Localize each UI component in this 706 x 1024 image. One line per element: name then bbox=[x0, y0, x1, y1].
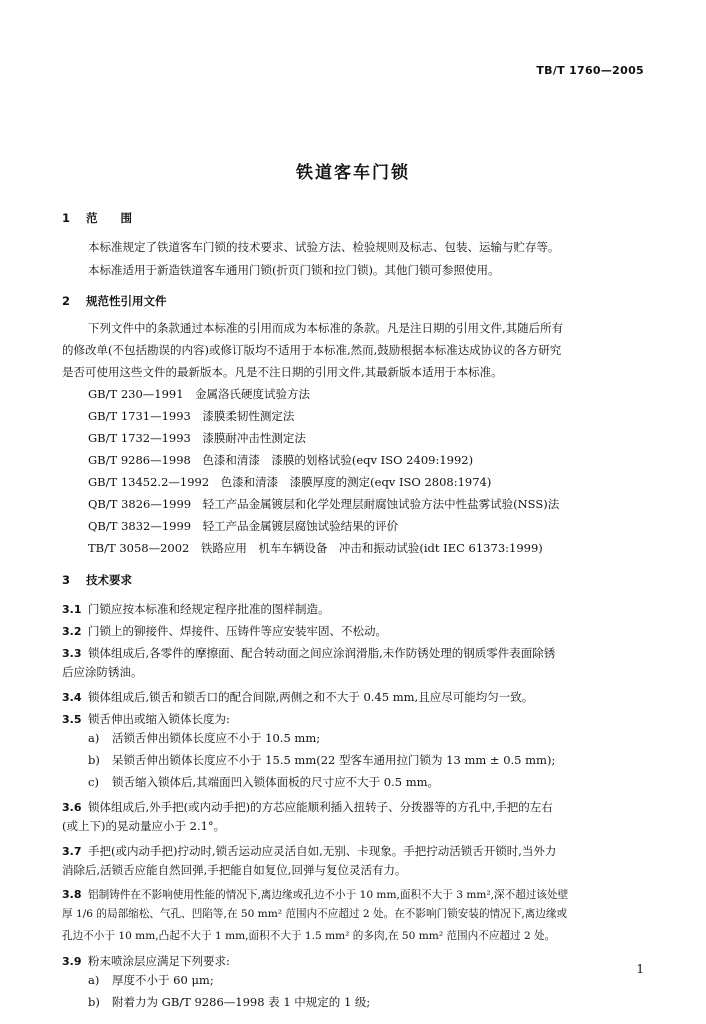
clause-text-continued: 消除后,活锁舌应能自然回弹,手把能自如复位,回弹与复位灵活有力。 bbox=[62, 863, 407, 877]
reference-item: GB/T 230—1991 金属洛氏硬度试验方法 bbox=[88, 387, 311, 401]
list-item bbox=[88, 972, 214, 988]
clause-3-9 bbox=[62, 950, 652, 973]
clause-3-8 bbox=[62, 884, 652, 906]
clause-text-continued: 厚 1/6 的局部缩松、气孔、凹陷等,在 50 mm² 范围内不应超过 2 处。在不影响门锁安装的情况下,离边缘或 bbox=[62, 908, 568, 920]
section-number: 3 bbox=[62, 573, 71, 587]
list-item bbox=[88, 752, 555, 768]
item-text: 附着力为 GB/T 9286—1998 表 1 中规定的 1 级; bbox=[112, 995, 371, 1009]
clause-text-continued: (或上下)的晃动量应小于 2.1°。 bbox=[62, 819, 226, 833]
paragraph: 本标准适用于新造铁道客车通用门锁(折页门锁和拉门锁)。其他门锁可参照使用。 bbox=[88, 263, 500, 277]
reference-item: GB/T 1731—1993 漆膜柔韧性测定法 bbox=[88, 409, 295, 423]
paragraph-line: 下列文件中的条款通过本标准的引用而成为本标准的条款。凡是注日期的引用文件,其随后所有 bbox=[88, 321, 564, 335]
section-2-heading bbox=[62, 293, 167, 309]
reference-item: QB/T 3826—1999 轻工产品金属镀层和化学处理层耐腐蚀试验方法中性盐雾试验(NSS)法 bbox=[88, 497, 560, 511]
paragraph-line: 的修改单(不包括勘误的内容)或修订版均不适用于本标准,然而,鼓励根据本标准达成协议的各方研究 bbox=[62, 343, 562, 357]
section-3-heading bbox=[62, 572, 132, 588]
clause-text: 锁体组成后,各零件的摩擦面、配合转动面之间应涂润滑脂,未作防锈处理的钢质零件表面除锈 bbox=[88, 646, 556, 660]
clause-3-4 bbox=[62, 686, 652, 709]
clause-number: 3.8 bbox=[62, 888, 82, 901]
reference-item: QB/T 3832—1999 轻工产品金属镀层腐蚀试验结果的评价 bbox=[88, 519, 399, 533]
reference-item: TB/T 3058—2002 铁路应用 机车车辆设备 冲击和振动试验(idt IEC 61373:1999) bbox=[88, 541, 543, 555]
clause-text: 粉末喷涂层应满足下列要求: bbox=[88, 954, 230, 968]
clause-3-3 bbox=[62, 642, 652, 665]
document-title: 铁道客车门锁 bbox=[296, 163, 410, 183]
clause-number: 3.1 bbox=[62, 603, 82, 616]
clause-text: 锁舌伸出或缩入锁体长度为: bbox=[88, 712, 230, 726]
item-text: 锁舌缩入锁体后,其端面凹入锁体面板的尺寸应不大于 0.5 mm。 bbox=[112, 775, 440, 789]
paragraph-line: 是否可使用这些文件的最新版本。凡是不注日期的引用文件,其最新版本适用于本标准。 bbox=[62, 365, 503, 379]
clause-text: 手把(或内动手把)拧动时,锁舌运动应灵活自如,无别、卡现象。手把拧动活锁舌开锁时,当外力 bbox=[88, 844, 557, 858]
section-title: 规范性引用文件 bbox=[86, 294, 167, 308]
standard-number: TB/T 1760—2005 bbox=[536, 64, 644, 77]
paragraph: 本标准规定了铁道客车门锁的技术要求、试验方法、检验规则及标志、包装、运输与贮存等。 bbox=[88, 240, 560, 254]
reference-item: GB/T 13452.2—1992 色漆和清漆 漆膜厚度的测定(eqv ISO 2808:1974) bbox=[88, 475, 492, 489]
section-title: 技术要求 bbox=[86, 573, 132, 587]
clause-text-continued: 孔边不小于 10 mm,凸起不大于 1 mm,面积不大于 1.5 mm² 的多肉,在 50 mm² 范围内不应超过 2 处。 bbox=[62, 930, 556, 942]
clause-text: 铝制铸件在不影响使用性能的情况下,离边缘或孔边不小于 10 mm,面积不大于 3 mm²,深不超过该处壁 bbox=[88, 889, 569, 901]
item-label: c) bbox=[88, 775, 99, 789]
section-title: 范 围 bbox=[86, 211, 132, 225]
clause-text: 锁体组成后,外手把(或内动手把)的方芯应能顺利插入扭转子、分拨器等的方孔中,手把的左右 bbox=[88, 800, 553, 814]
clause-3-5 bbox=[62, 708, 652, 731]
clause-number: 3.3 bbox=[62, 647, 82, 660]
item-label: a) bbox=[88, 973, 100, 987]
clause-number: 3.6 bbox=[62, 801, 82, 814]
clause-text-continued: 后应涂防锈油。 bbox=[62, 665, 143, 679]
clause-3-1 bbox=[62, 598, 652, 621]
clause-3-2 bbox=[62, 620, 652, 643]
item-text: 呆锁舌伸出锁体长度应不小于 15.5 mm(22 型客车通用拉门锁为 13 mm ± 0.5 mm); bbox=[112, 753, 556, 767]
clause-number: 3.7 bbox=[62, 845, 82, 858]
clause-text: 门锁上的铆接件、焊接件、压铸件等应安装牢固、不松动。 bbox=[88, 624, 387, 638]
clause-text: 锁体组成后,锁舌和锁舌口的配合间隙,两侧之和不大于 0.45 mm,且应尽可能均匀一致。 bbox=[88, 690, 534, 704]
clause-number: 3.2 bbox=[62, 625, 82, 638]
clause-number: 3.5 bbox=[62, 713, 82, 726]
item-label: b) bbox=[88, 995, 100, 1009]
reference-item: GB/T 9286—1998 色漆和清漆 漆膜的划格试验(eqv ISO 2409:1992) bbox=[88, 453, 474, 467]
item-text: 厚度不小于 60 μm; bbox=[112, 973, 214, 987]
page-number: 1 bbox=[636, 962, 644, 976]
section-number: 2 bbox=[62, 294, 71, 308]
item-label: a) bbox=[88, 731, 100, 745]
clause-number: 3.4 bbox=[62, 691, 82, 704]
section-number: 1 bbox=[62, 211, 71, 225]
reference-item: GB/T 1732—1993 漆膜耐冲击性测定法 bbox=[88, 431, 306, 445]
clause-number: 3.9 bbox=[62, 955, 82, 968]
item-text: 活锁舌伸出锁体长度应不小于 10.5 mm; bbox=[112, 731, 321, 745]
clause-3-7 bbox=[62, 840, 652, 863]
list-item bbox=[88, 730, 320, 746]
list-item bbox=[88, 994, 370, 1010]
clause-3-6 bbox=[62, 796, 652, 819]
list-item bbox=[88, 774, 439, 790]
item-label: b) bbox=[88, 753, 100, 767]
section-1-heading bbox=[62, 210, 132, 226]
clause-text: 门锁应按本标准和经规定程序批准的图样制造。 bbox=[88, 602, 330, 616]
